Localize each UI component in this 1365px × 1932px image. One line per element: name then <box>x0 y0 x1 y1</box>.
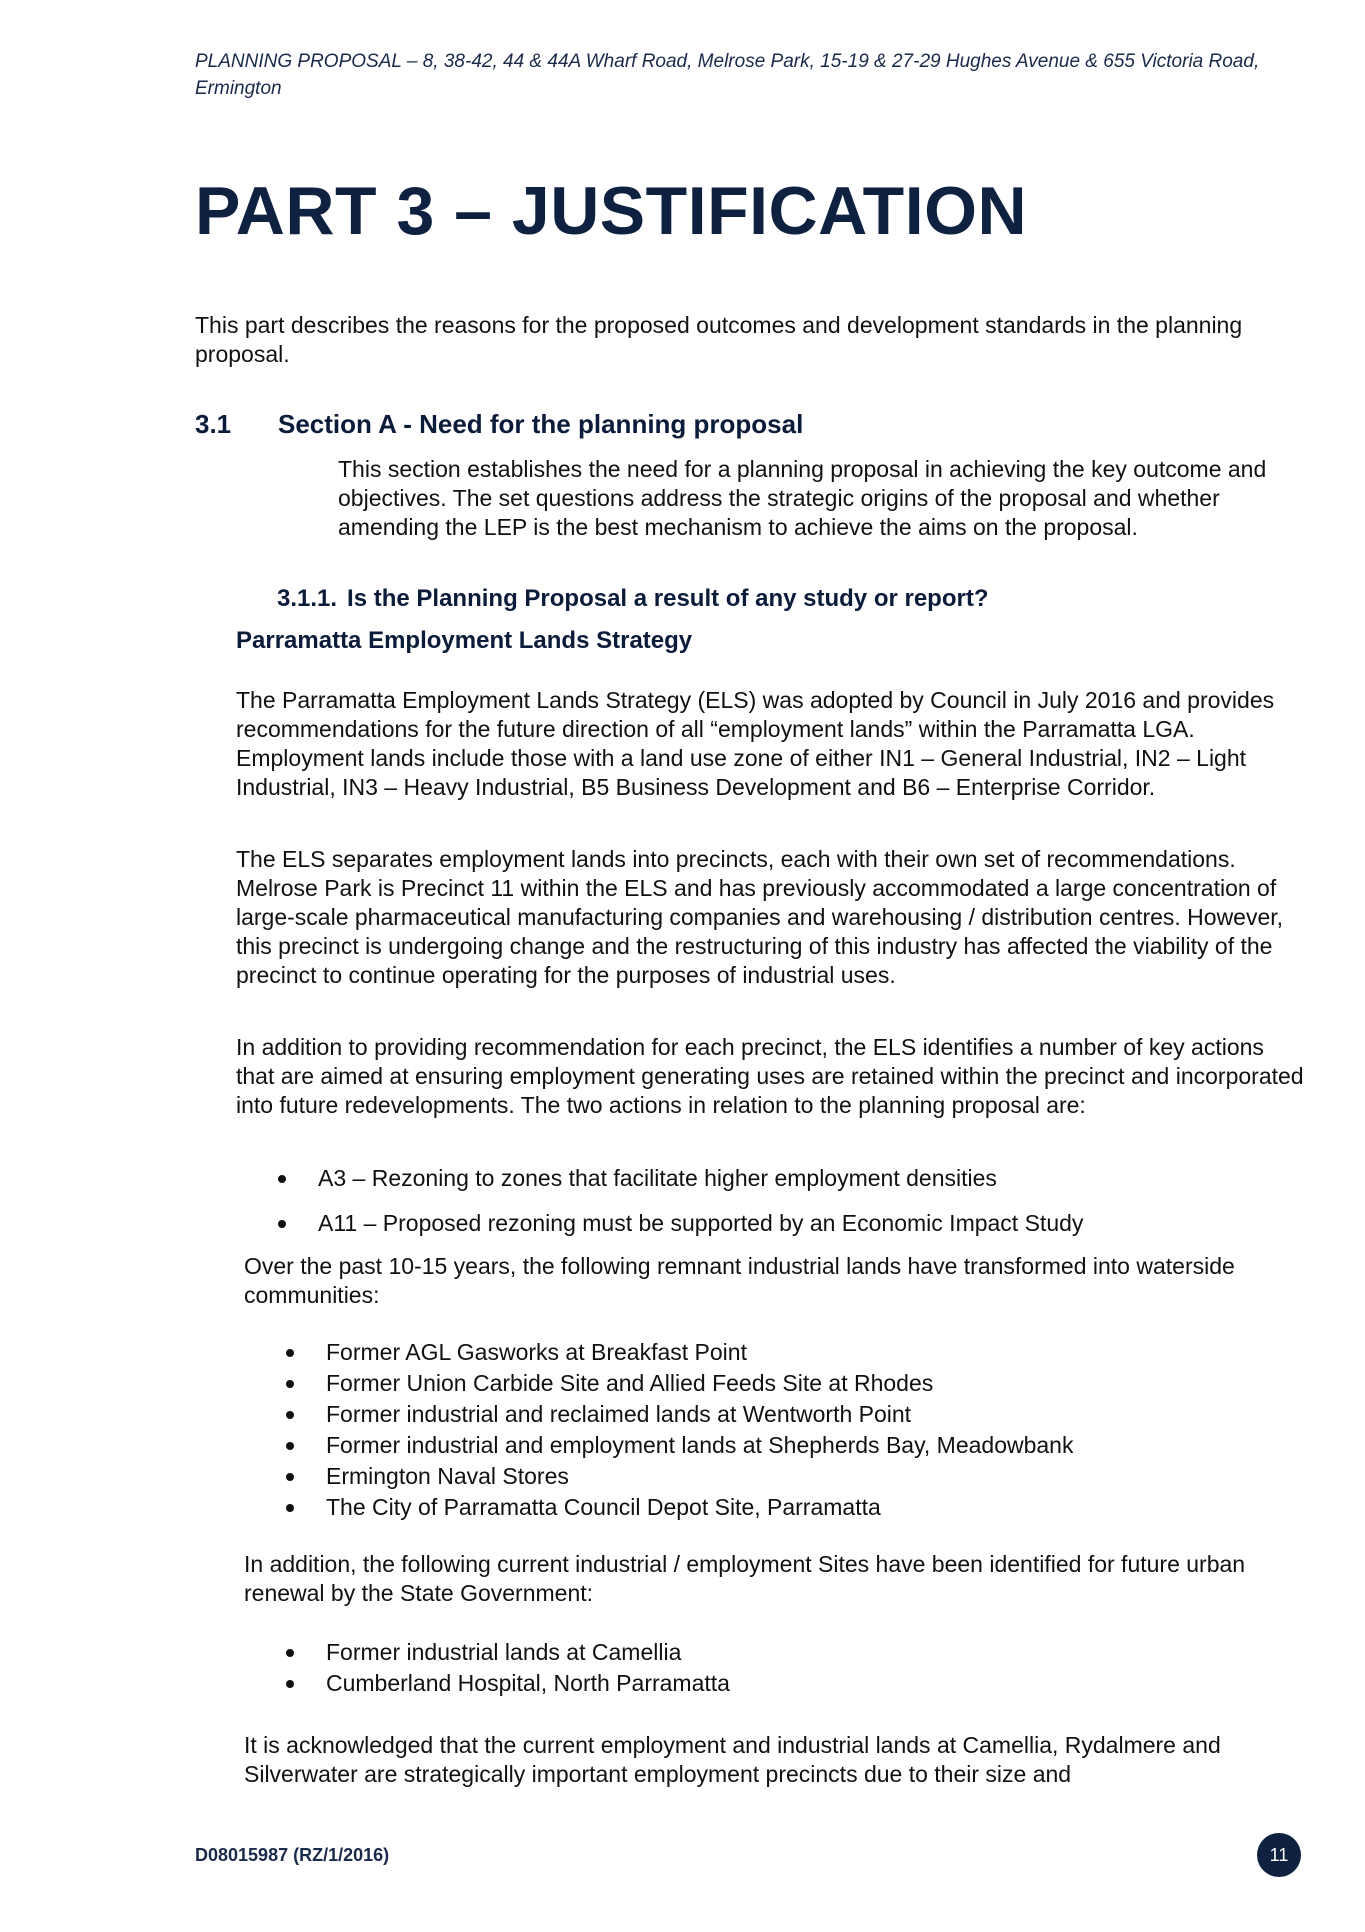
paragraph-els-adopted: The Parramatta Employment Lands Strategy (ELS) was adopted by Council in July 2016 and provides recommendations for the future direction of all “employment lands” within the Parramatta LGA. Employment lands include those with a land use zone of either IN1 – General Industrial, IN2 – Light Industrial, IN3 – Heavy Industrial, B5 Business Development and B6 – Enterprise Corridor. <box>236 687 1275 800</box>
subsection-heading <box>277 585 988 613</box>
list-item: Former industrial and reclaimed lands at Wentworth Point <box>284 1399 1073 1430</box>
strategy-heading: Parramatta Employment Lands Strategy <box>236 627 693 654</box>
list-item: Former AGL Gasworks at Breakfast Point <box>284 1337 1073 1368</box>
list-item: Former industrial lands at Camellia <box>284 1637 730 1668</box>
transformed-sites-list <box>284 1337 1073 1523</box>
list-item: A11 – Proposed rezoning must be supported by an Economic Impact Study <box>276 1209 1083 1238</box>
list-item: A3 – Rezoning to zones that facilitate higher employment densities <box>276 1164 1083 1193</box>
running-header: PLANNING PROPOSAL – 8, 38-42, 44 & 44A Wharf Road, Melrose Park, 15-19 & 27-29 Hughes Avenue & 655 Victoria Road, Ermington <box>195 51 1260 99</box>
footer-document-id: D08015987 (RZ/1/2016) <box>195 1845 390 1865</box>
section-body: This section establishes the need for a planning proposal in achieving the key outcome and objectives. The set questions address the strategic origins of the proposal and whether amending the LEP is the best mechanism to achieve the aims on the proposal. <box>338 456 1267 540</box>
section-number: 3.1 <box>195 409 232 439</box>
paragraph-els-precincts: The ELS separates employment lands into precincts, each with their own set of recommendations. Melrose Park is Precinct 11 within the ELS and has previously accommodated a large concentration of large-scale pharmaceutical manufacturing companies and warehousing / distribution centres. However, this precinct is undergoing change and the restructuring of this industry has affected the viability of the precinct to continue operating for the purposes of industrial uses. <box>236 846 1284 988</box>
actions-list <box>276 1164 1083 1254</box>
paragraph-renewal: In addition, the following current industrial / employment Sites have been identified for future urban renewal by the State Government: <box>244 1551 1246 1606</box>
subsection-title: Is the Planning Proposal a result of any study or report? <box>347 585 989 612</box>
renewal-sites-list <box>284 1637 730 1699</box>
paragraph-past-years: Over the past 10-15 years, the following remnant industrial lands have transformed into waterside communities: <box>244 1253 1235 1308</box>
list-item: Cumberland Hospital, North Parramatta <box>284 1668 730 1699</box>
section-heading <box>195 409 803 440</box>
paragraph-els-actions: In addition to providing recommendation for each precinct, the ELS identifies a number of key actions that are aimed at ensuring employment generating uses are retained within the precinct and incorporated into future redevelopments. The two actions in relation to the planning proposal are: <box>236 1034 1304 1118</box>
subsection-number: 3.1.1. <box>277 585 338 612</box>
list-item: Ermington Naval Stores <box>284 1461 1073 1492</box>
list-item: Former Union Carbide Site and Allied Feeds Site at Rhodes <box>284 1368 1073 1399</box>
part-title: PART 3 – JUSTIFICATION <box>195 173 1028 249</box>
list-item: The City of Parramatta Council Depot Site, Parramatta <box>284 1492 1073 1523</box>
page-number-badge: 11 <box>1257 1833 1301 1877</box>
section-title: Section A - Need for the planning proposal <box>278 409 804 439</box>
intro-paragraph: This part describes the reasons for the proposed outcomes and development standards in the planning proposal. <box>195 312 1243 367</box>
list-item: Former industrial and employment lands at Shepherds Bay, Meadowbank <box>284 1430 1073 1461</box>
paragraph-acknowledged: It is acknowledged that the current employment and industrial lands at Camellia, Rydalmere and Silverwater are strategically important employment precincts due to their size and <box>244 1732 1221 1787</box>
